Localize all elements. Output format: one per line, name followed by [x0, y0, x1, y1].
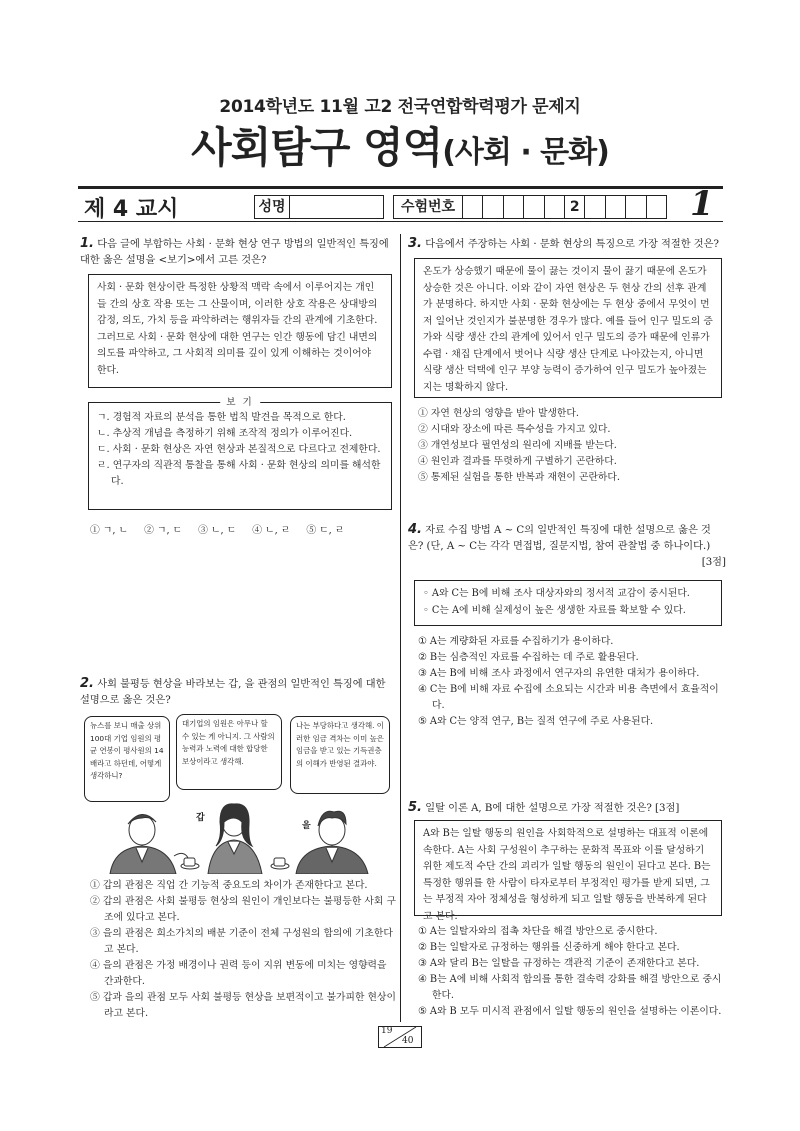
answer-option[interactable]: ③ A는 B에 비해 조사 과정에서 연구자의 유연한 대처가 용이하다. [418, 668, 700, 679]
person-woman-icon [208, 804, 262, 874]
exam-number-cell[interactable] [626, 196, 646, 218]
passage-text: 사회 · 문화 현상이란 특정한 상황적 맥락 속에서 이루어지는 개인들 간의 상호 작용 또는 그 산물이며, 이러한 상호 작용은 상대방의 감정, 의도, 가치 등을 파악하려는 행위자들 간의 관계에 기초한다. 그러므로 사회 · 문화 현상에 대한 연구는 인간 행동에 담긴 내면의 의도를 파악하고, 그 사회적 의미를 깊이 있게 이해하는 것이어야 한다. [97, 282, 378, 376]
exam-title [0, 120, 800, 181]
q2-illustration [84, 714, 396, 872]
answer-choice[interactable]: ① ㄱ, ㄴ [90, 525, 129, 536]
speech-bubble-1: 뉴스를 보니 매출 상위 100대 기업 임원의 평균 연봉이 평사원의 14배라고 하던데, 어떻게 생각하니? [84, 716, 170, 802]
points-label: [3점] [701, 557, 726, 568]
bogi-item: ㄴ. 추상적 개념을 측정하기 위해 조작적 정의가 이루어진다. [97, 428, 353, 439]
answer-option[interactable]: ② B는 일탈자로 규정하는 행위를 신중하게 해야 한다고 본다. [418, 942, 680, 953]
page-total: 40 [402, 1036, 414, 1046]
header-rule-bottom [78, 221, 723, 222]
answer-choice[interactable]: ③ ㄴ, ㄷ [198, 525, 237, 536]
question-text: 다음에서 주장하는 사회 · 문화 현상의 특징으로 가장 적절한 것은? [425, 239, 719, 250]
answer-option[interactable]: ④ 원인과 결과를 뚜렷하게 구별하기 곤란하다. [418, 456, 617, 467]
header-rule-top [78, 186, 723, 189]
label-gap: 갑 [196, 813, 205, 823]
page-current: 19 [381, 1026, 393, 1036]
q3-options [418, 406, 724, 486]
exam-number-label: 수험번호 [394, 196, 463, 218]
question-number: 3. [408, 236, 422, 251]
bogi-item: ㄱ. 경험적 자료의 분석을 통한 법칙 발견을 목적으로 한다. [97, 412, 346, 423]
answer-option[interactable]: ① A는 일탈자와의 접촉 차단을 해결 방안으로 중시한다. [418, 926, 658, 937]
q1-bogi-box [88, 397, 392, 510]
bogi-item: ㄹ. 연구자의 직관적 통찰을 통해 사회 · 문화 현상의 의미를 해석한다. [97, 460, 381, 487]
exam-number-cell[interactable] [545, 196, 565, 218]
exam-number-cell[interactable]: 2 [565, 196, 585, 218]
title-main: 사회탐구 영역 [191, 123, 443, 172]
exam-number-cell[interactable] [606, 196, 626, 218]
answer-option[interactable]: ① A는 계량화된 자료를 수집하기가 용이하다. [418, 636, 614, 647]
answer-option[interactable]: ④ 을의 관점은 가정 배경이나 권력 등이 지위 변동에 미치는 영향력을 간과한다. [90, 960, 387, 987]
q5-passage-box [414, 820, 722, 922]
question-text: 다음 글에 부합하는 사회 · 문화 현상 연구 방법의 일반적인 특징에 대한 옳은 설명을 <보기>에서 고른 것은? [80, 239, 389, 266]
q2-options [90, 878, 396, 1022]
name-label: 성명 [255, 196, 290, 218]
column-divider [400, 234, 401, 1022]
people-discussion-illustration [84, 800, 396, 874]
exam-subtitle: 2014학년도 11월 고2 전국연합학력평가 문제지 [219, 97, 581, 117]
question-3 [408, 236, 726, 253]
question-1 [80, 236, 392, 269]
passage-text: 온도가 상승했기 때문에 물이 끓는 것이지 물이 끓기 때문에 온도가 상승한 것은 아니다. 이와 같이 자연 현상은 두 현상 간의 선후 관계가 분명하다. 하지만 사회 · 문화 현상에는 두 현상 중에서 무엇이 먼저 일어난 것인지가 불분명한 경우가 많다. 예를 들어 인구 밀도의 증가와 식량 생산 간의 관계에 있어서 인구 밀도의 증가 때문에 인류가 수렵 · 채집 단계에서 벗어나 식량 생산 단계로 나아갔는지, 아니면 식량 생산 덕택에 인구 부양 능력이 증가하여 인구 밀도가 높아졌는지는 명확하지 않다. [423, 266, 713, 393]
answer-option[interactable]: ⑤ A와 C는 양적 연구, B는 질적 연구에 주로 사용된다. [418, 716, 654, 727]
q4-options [418, 634, 724, 730]
question-text: 자료 수집 방법 A ~ C의 일반적인 특징에 대한 설명으로 옳은 것은? (단, A ~ C는 각각 면접법, 질문지법, 참여 관찰법 중 하나이다.) [408, 525, 711, 552]
data-item: ◦ C는 A에 비해 실제성이 높은 생생한 자료를 확보할 수 있다. [423, 604, 686, 616]
exam-number-cell[interactable] [483, 196, 503, 218]
q3-passage-box [414, 258, 722, 398]
answer-option[interactable]: ③ 개연성보다 필연성의 원리에 지배를 받는다. [418, 440, 617, 451]
label-eul: 을 [302, 821, 311, 831]
question-4 [408, 522, 726, 571]
passage-text: A와 B는 일탈 행동의 원인을 사회학적으로 설명하는 대표적 이론에 속한다. A는 사회 구성원이 추구하는 문화적 목표와 이를 달성하기 위한 제도적 수단 간의 괴리가 일탈 행동의 원인이 된다고 본다. B는 특정한 행위를 한 사람이 타자로부터 부정적인 평가를 받게 되면, 그는 부정적 자아 정체성을 형성하게 되고 일탈 행동을 반복하게 된다고 본다. [423, 828, 711, 922]
page-number: 1 [690, 184, 714, 224]
answer-option[interactable]: ② 갑의 관점은 사회 불평등 현상의 원인이 개인보다는 불평등한 사회 구조에 있다고 본다. [90, 896, 396, 923]
q5-options [418, 924, 724, 1020]
exam-number-cell[interactable] [647, 196, 666, 218]
page-counter [378, 1026, 422, 1048]
answer-option[interactable]: ③ A와 달리 B는 일탈을 규정하는 객관적 기준이 존재한다고 본다. [418, 958, 700, 969]
question-5 [408, 800, 726, 817]
answer-option[interactable]: ③ 을의 관점은 희소가치의 배분 기준이 전체 구성원의 합의에 기초한다고 본다. [90, 928, 393, 955]
bogi-item: ㄷ. 사회 · 문화 현상은 자연 현상과 본질적으로 다르다고 전제한다. [97, 444, 381, 455]
exam-number-cell[interactable] [463, 196, 483, 218]
person-right-icon [296, 811, 368, 874]
question-2 [80, 676, 392, 709]
question-number: 1. [80, 236, 94, 251]
question-number: 5. [408, 800, 422, 815]
exam-number-cell[interactable] [504, 196, 524, 218]
answer-choice[interactable]: ② ㄱ, ㄷ [144, 525, 183, 536]
answer-option[interactable]: ④ B는 A에 비해 사회적 합의를 통한 결속력 강화를 해결 방안으로 중시한다. [418, 974, 722, 1001]
person-left-icon [110, 814, 188, 874]
period-label: 제 4 교시 [84, 197, 179, 222]
answer-option[interactable]: ② B는 심층적인 자료를 수집하는 데 주로 활용된다. [418, 652, 639, 663]
exam-number-cell[interactable] [524, 196, 544, 218]
answer-option[interactable]: ① 갑의 관점은 직업 간 기능적 중요도의 차이가 존재한다고 본다. [90, 880, 368, 891]
name-field[interactable] [254, 195, 384, 219]
title-sub: (사회 · 문화) [442, 135, 609, 170]
answer-option[interactable]: ② 시대와 장소에 따른 특수성을 가지고 있다. [418, 424, 611, 435]
q1-passage-box [88, 274, 392, 388]
answer-option[interactable]: ④ C는 B에 비해 자료 수집에 소요되는 시간과 비용 측면에서 효율적이다. [418, 684, 719, 711]
bogi-title: 보 기 [220, 395, 260, 411]
speech-bubble-gap: 대기업의 임원은 아무나 할 수 있는 게 아니지. 그 사람의 능력과 노력에 대한 합당한 보상이라고 생각해. [176, 714, 282, 790]
exam-number-field[interactable] [393, 195, 667, 219]
answer-option[interactable]: ① 자연 현상의 영향을 받아 발생한다. [418, 408, 579, 419]
question-number: 2. [80, 676, 94, 691]
question-text: 사회 불평등 현상을 바라보는 갑, 을 관점의 일반적인 특징에 대한 설명으로 옳은 것은? [80, 679, 386, 706]
answer-option[interactable]: ⑤ 통제된 실험을 통한 반복과 재현이 곤란하다. [418, 472, 620, 483]
q4-data-box [414, 580, 722, 626]
q1-answer-choices [90, 522, 396, 536]
question-text: 일탈 이론 A, B에 대한 설명으로 가장 적절한 것은? [3점] [425, 803, 680, 814]
question-number: 4. [408, 522, 422, 537]
exam-number-cell[interactable] [585, 196, 605, 218]
answer-option[interactable]: ⑤ A와 B 모두 미시적 관점에서 일탈 행동의 원인을 설명하는 이론이다. [418, 1006, 722, 1017]
answer-option[interactable]: ⑤ 갑과 을의 관점 모두 사회 불평등 현상을 보편적이고 불가피한 현상이라고 본다. [90, 992, 396, 1019]
answer-choice[interactable]: ⑤ ㄷ, ㄹ [306, 525, 345, 536]
speech-bubble-eul: 나는 부당하다고 생각해. 이러한 임금 격차는 이미 높은 임금을 받고 있는 기득권층의 이해가 반영된 결과야. [290, 716, 390, 794]
answer-choice[interactable]: ④ ㄴ, ㄹ [252, 525, 291, 536]
data-item: ◦ A와 C는 B에 비해 조사 대상자와의 정서적 교감이 중시된다. [423, 588, 690, 599]
